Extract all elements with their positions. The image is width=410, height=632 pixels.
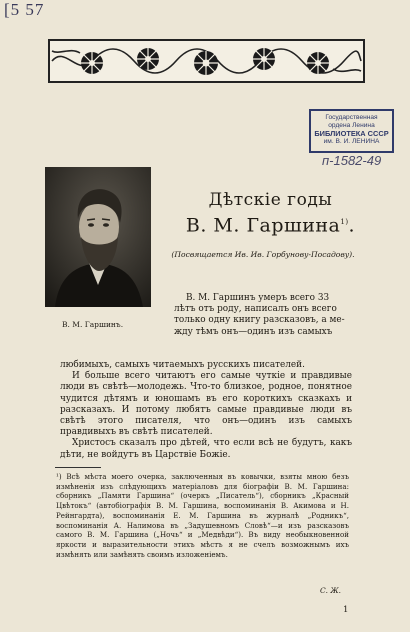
footnote-marker: 1) [340, 218, 349, 226]
title-line [163, 212, 378, 235]
paragraph-1-end: любимыхъ, самыхъ читаемыхъ русскихъ писателей. [60, 360, 305, 370]
paragraph-1-start [174, 293, 352, 338]
paragraph-2: И больше всего читаютъ его самые чуткіе и правдивые люди въ свѣтѣ—молодежь. Что-то близкое, родное, понятное чудится дѣтямъ и юношамъ въ его короткихъ сказкахъ и разсказахъ. И потому любятъ самые правдивые люди въ свѣтѣ этого писателя, что онъ—одинъ изъ самыхъ правдивыхъ въ свѣтѣ писателей. [60, 371, 352, 438]
text-line: лѣтъ отъ роду, написалъ онъ всего [174, 304, 337, 315]
stamp-line: БИБЛИОТЕКА СССР [314, 129, 389, 138]
paragraph-3: Христосъ сказалъ про дѣтей, что если всѣ не будутъ, какъ дѣти, не войдутъ въ Царствіе Божіе. [60, 438, 352, 460]
portrait-photo [45, 167, 151, 307]
text-line: В. М. Гаршинъ умеръ всего 33 [186, 293, 330, 303]
title-period: . [348, 214, 356, 237]
stamp-line: Государственная [325, 114, 378, 121]
dedication: (Посвящается Ив. Ив. Горбунову-Посадову). [171, 250, 355, 259]
footnote-signature: С. Ж. [320, 586, 342, 595]
portrait-caption: В. М. Гаршинъ. [62, 320, 124, 329]
text-line: только одну книгу разсказовъ, а ме- [174, 315, 345, 326]
shelf-mark: п-1582-49 [322, 153, 382, 168]
footnote-rule [55, 467, 101, 468]
stamp-line: ордена Ленина [328, 122, 375, 129]
decorative-header-ornament [48, 39, 365, 83]
text-line: жду тѣмъ онъ—одинъ изъ самыхъ [174, 326, 333, 337]
chapter-title [163, 190, 378, 235]
body-text [60, 360, 352, 461]
title-name: В. М. Гаршина [185, 214, 341, 237]
footnote: ¹) Всѣ мѣста моего очерка, заключенныя въ ковычки, взяты мною безъ измѣненія изъ слѣдующихъ матеріаловъ для біографіи В. М. Гаршина: сборникъ „Памяти Гаршина“ (очеркъ „Писатель“), сборникъ „Красный Цвѣтокъ“ (автобіографія В. М. Гаршина, воспоминанія В. Акимова и Н. Рейнгардта), воспоминанія Е. М. Гаршина въ журналѣ „Родникъ“, воспоминанія А. Налимова въ „Задушевномъ Словѣ“—и изъ разсказовъ самого В. М. Гаршина („Ночь“ и „Медвѣди“). Въ виду необыкновенной яркости и выразительности этихъ мѣстъ я не счелъ возможнымъ ихъ измѣнять или замѣнять своимъ изложеніемъ. [56, 472, 349, 559]
handwritten-mark: [5 57 [4, 0, 45, 19]
stamp-line: им. В. И. ЛЕНИНА [323, 138, 380, 145]
title-line: Дѣтскіе годы [208, 190, 333, 210]
library-stamp [309, 109, 394, 153]
page-number: 1 [343, 605, 349, 615]
flower-ornament-icon [50, 41, 363, 81]
